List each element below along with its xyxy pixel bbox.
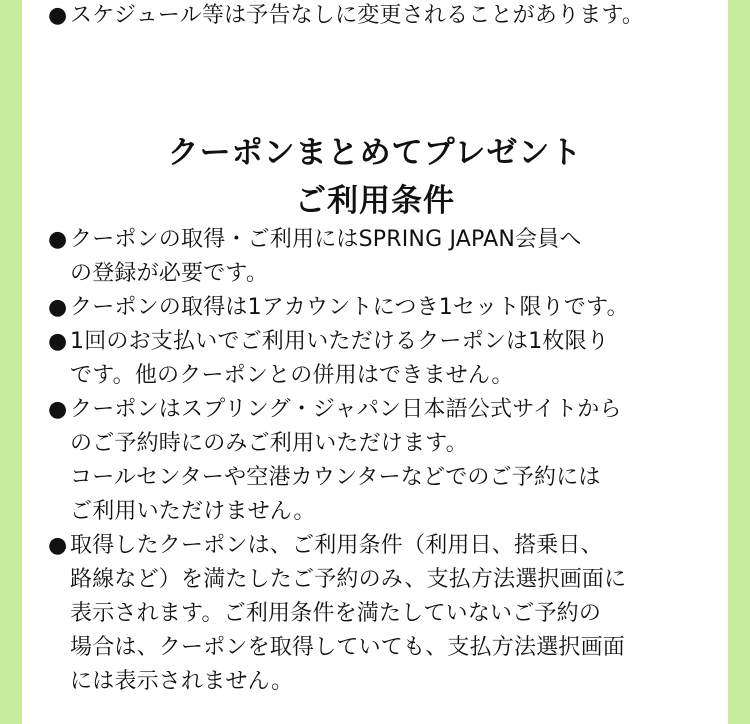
section-title-line-2: ご利用条件 (295, 182, 455, 219)
condition-item (48, 529, 708, 699)
condition-line: 1回のお支払いでご利用いただけるクーポンは1枚限り (70, 329, 609, 354)
content-panel (22, 0, 728, 724)
schedule-note-text: スケジュール等は予告なしに変更されることがあります。 (70, 3, 645, 28)
condition-item (48, 393, 708, 529)
condition-line: コールセンターや空港カウンターなどでのご予約には (70, 465, 601, 490)
condition-line: には表示されません。 (70, 669, 294, 694)
bullet-icon: ● (48, 329, 68, 354)
condition-line: です。他のクーポンとの併用はできません。 (70, 363, 514, 388)
bullet-icon: ● (48, 3, 68, 28)
condition-line: 表示されます。ご利用条件を満たしていないご予約の (70, 601, 602, 626)
section-title-line-1: クーポンまとめてプレゼント (167, 134, 583, 171)
condition-line: 路線など）を満たしたご予約のみ、支払方法選択画面に (70, 567, 627, 592)
bullet-icon: ● (48, 227, 68, 252)
condition-line: クーポンはスプリング・ジャパン日本語公式サイトから (70, 397, 622, 422)
condition-item (48, 325, 708, 393)
condition-line: クーポンの取得・ご利用にはSPRING JAPAN会員へ (70, 227, 582, 252)
schedule-note (48, 0, 644, 33)
condition-item (48, 223, 708, 291)
section-title (22, 129, 728, 225)
condition-line: ご利用いただけません。 (70, 499, 316, 524)
bullet-icon: ● (48, 295, 68, 320)
bullet-icon: ● (48, 397, 68, 422)
condition-line: クーポンの取得は1アカウントにつき1セット限りです。 (70, 295, 629, 320)
condition-line: 場合は、クーポンを取得していても、支払方法選択画面 (70, 635, 626, 660)
condition-item (48, 291, 708, 325)
condition-line: のご予約時にのみご利用いただけます。 (70, 431, 468, 456)
condition-line: 取得したクーポンは、ご利用条件（利用日、搭乗日、 (70, 533, 603, 558)
bullet-icon: ● (48, 533, 68, 558)
conditions-list (48, 223, 708, 699)
condition-line: の登録が必要です。 (70, 261, 269, 286)
